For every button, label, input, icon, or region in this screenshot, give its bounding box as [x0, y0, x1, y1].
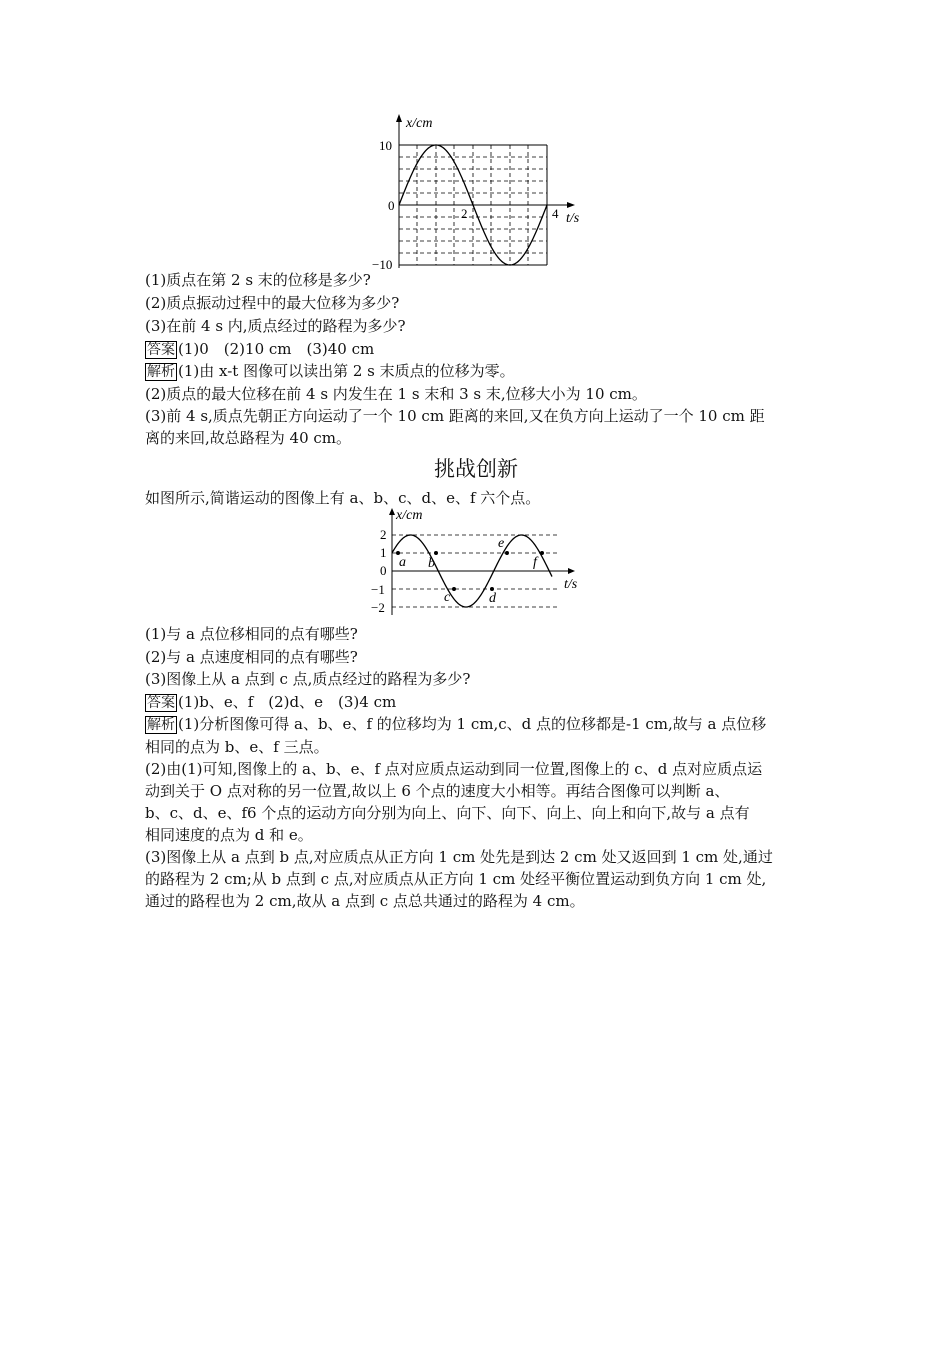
p2-analysis-2d: 相同速度的点为 d 和 e。: [145, 826, 313, 844]
analysis-tag: 解析: [147, 717, 175, 733]
p2-intro: 如图所示,简谐运动的图像上有 a、b、c、d、e、f 六个点。: [145, 489, 541, 507]
p1-question-1: (1)质点在第 2 s 末的位移是多少?: [145, 271, 371, 289]
y-tick-10: 10: [379, 138, 392, 153]
y-tick-minus10: −10: [372, 257, 393, 272]
answer-tag: 答案: [147, 342, 175, 358]
point-b-dot: [434, 551, 438, 555]
p2-analysis-2a: (2)由(1)可知,图像上的 a、b、e、f 点对应质点运动到同一位置,图像上的 c、d 点对应质点运: [145, 760, 763, 778]
p2-analysis-1b: 相同的点为 b、e、f 三点。: [145, 738, 329, 756]
p1-answer-line: [145, 338, 374, 360]
point-e-dot: [505, 551, 509, 555]
point-c-label: c: [444, 590, 451, 605]
point-b-label: b: [428, 556, 435, 571]
x-axis-label: t/s: [566, 211, 580, 226]
y-axis-label: x/cm: [396, 508, 423, 523]
p1-analysis-3b: 离的来回,故总路程为 40 cm。: [145, 429, 352, 447]
y-tick-0: 0: [380, 563, 387, 578]
section-title: 挑战创新: [434, 457, 518, 481]
y-axis-arrow: [389, 508, 395, 515]
y-tick-2: 2: [380, 527, 387, 542]
p1-answer: (1)0 (2)10 cm (3)40 cm: [178, 340, 375, 358]
point-a-label: a: [399, 555, 406, 570]
figure-2-shm-graph: [365, 505, 590, 620]
p1-analysis-line-1: [145, 360, 515, 382]
p2-analysis-2b: 动到关于 O 点对称的另一位置,故以上 6 个点的速度大小相等。再结合图像可以判断 a、: [145, 782, 730, 800]
p1-analysis-1: (1)由 x-t 图像可以读出第 2 s 末质点的位移为零。: [178, 362, 515, 380]
p2-analysis-3b: 的路程为 2 cm;从 b 点到 c 点,对应质点从正方向 1 cm 处经平衡位置运动到负方向 1 cm 处,: [145, 870, 767, 888]
answer-tag: 答案: [147, 695, 175, 711]
analysis-tag: 解析: [147, 364, 175, 380]
point-f-dot: [540, 551, 544, 555]
y-tick-minus1: −1: [371, 582, 385, 597]
p1-analysis-3a: (3)前 4 s,质点先朝正方向运动了一个 10 cm 距离的来回,又在负方向上运动了一个 10 cm 距: [145, 407, 765, 425]
y-axis-label: x/cm: [406, 116, 433, 131]
x-axis-arrow: [568, 568, 575, 574]
point-f-label: f: [533, 555, 537, 570]
p2-question-2: (2)与 a 点速度相同的点有哪些?: [145, 648, 358, 666]
point-c-dot: [452, 587, 456, 591]
y-tick-minus2: −2: [371, 600, 385, 615]
p2-analysis-3a: (3)图像上从 a 点到 b 点,对应质点从正方向 1 cm 处先是到达 2 cm 处又返回到 1 cm 处,通过: [145, 848, 773, 866]
p1-question-3: (3)在前 4 s 内,质点经过的路程为多少?: [145, 317, 406, 335]
x-axis-arrow: [567, 202, 575, 208]
y-tick-1: 1: [380, 545, 387, 560]
y-axis-arrow: [396, 114, 402, 122]
x-tick-4: 4: [552, 206, 559, 221]
p1-analysis-2: (2)质点的最大位移在前 4 s 内发生在 1 s 末和 3 s 末,位移大小为 10 cm。: [145, 385, 647, 403]
p2-analysis-1a: (1)分析图像可得 a、b、e、f 的位移均为 1 cm,c、d 点的位移都是-1 cm,故与 a 点位移: [178, 715, 767, 733]
p2-analysis-2c: b、c、d、e、f6 个点的运动方向分别为向上、向下、向下、向上、向上和向下,故与 a 点有: [145, 804, 750, 822]
x-axis-label: t/s: [564, 577, 578, 592]
figure-1-xt-graph: [370, 110, 600, 275]
y-tick-0: 0: [388, 198, 395, 213]
p2-analysis-3c: 通过的路程也为 2 cm,故从 a 点到 c 点总共通过的路程为 4 cm。: [145, 892, 585, 910]
x-tick-2: 2: [461, 206, 468, 221]
p2-analysis-line-1: [145, 713, 766, 735]
point-d-label: d: [489, 591, 496, 606]
p2-question-3: (3)图像上从 a 点到 c 点,质点经过的路程为多少?: [145, 670, 471, 688]
point-e-label: e: [498, 536, 505, 551]
p2-answer: (1)b、e、f (2)d、e (3)4 cm: [178, 693, 397, 711]
p2-answer-line: [145, 691, 396, 713]
p2-question-1: (1)与 a 点位移相同的点有哪些?: [145, 625, 358, 643]
p1-question-2: (2)质点振动过程中的最大位移为多少?: [145, 294, 400, 312]
